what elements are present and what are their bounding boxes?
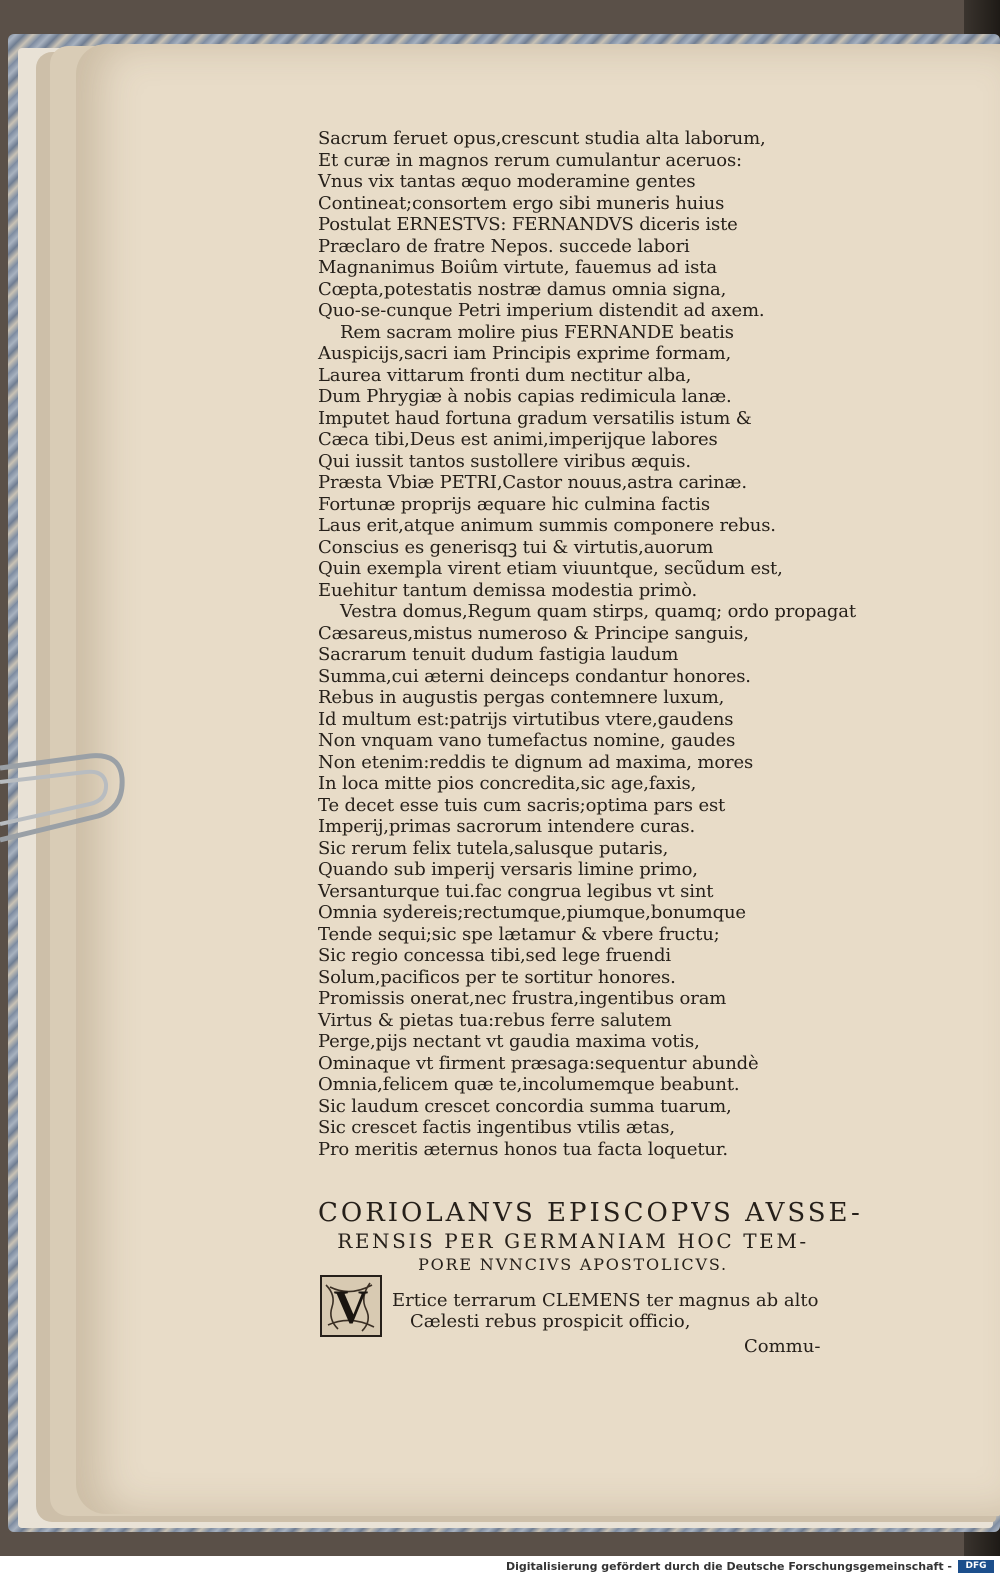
verse-line: Rebus in augustis pergas contemnere luxum,	[318, 687, 725, 708]
verse-line: Quo-se-cunque Petri imperium distendit ad axem.	[318, 300, 765, 321]
verse-line: Cæca tibi,Deus est animi,imperijque labores	[318, 429, 718, 450]
funding-note: Digitalisierung gefördert durch die Deutsche Forschungsgemeinschaft -	[505, 1560, 952, 1573]
verse-line: Conscius es generisqꝫ tui & virtutis,auorum	[318, 536, 714, 558]
section-heading	[318, 1198, 863, 1276]
svg-text:V: V	[333, 1281, 369, 1334]
heading-line-1: CORIOLANVS EPISCOPVS AVSSE-	[318, 1198, 863, 1228]
verse-line: Sic rerum felix tutela,salusque putaris,	[318, 837, 669, 859]
verse-line: Perge,pijs nectant vt gaudia maxima votis,	[318, 1031, 700, 1052]
decorated-initial-icon	[320, 1275, 382, 1337]
verse-line: Vnus vix tantas æquo moderamine gentes	[318, 171, 696, 192]
verse-line: Quando sub imperij versaris limine primo,	[318, 859, 698, 880]
verse-line: Laurea vittarum fronti dum nectitur alba,	[318, 364, 692, 386]
opening-line-1: Ertice terrarum CLEMENS ter magnus ab alto	[392, 1290, 819, 1311]
opening-line-2: Cælesti rebus prospicit officio,	[410, 1311, 691, 1332]
verse-line: In loca mitte pios concredita,sic age,faxis,	[318, 773, 697, 794]
verse-line: Auspicijs,sacri iam Principis exprime formam,	[318, 343, 732, 364]
poem-verses	[318, 128, 856, 1160]
verse-line: Postulat ERNESTVS: FERNANDVS diceris iste	[318, 214, 738, 235]
verse-line: Dum Phrygiæ à nobis capias redimicula lanæ.	[318, 386, 732, 407]
verse-line: Et curæ in magnos rerum cumulantur aceruos:	[318, 149, 742, 171]
verse-line: Præsta Vbiæ PETRI,Castor nouus,astra carinæ.	[318, 472, 747, 493]
verse-line: Præclaro de fratre Nepos. succede labori	[318, 235, 690, 257]
verse-line: Qui iussit tantos sustollere viribus æquis.	[318, 450, 691, 472]
catchword: Commu-	[744, 1336, 821, 1357]
verse-line: Sic regio concessa tibi,sed lege fruendi	[318, 945, 671, 966]
verse-line: Non vnquam vano tumefactus nomine, gaudes	[318, 730, 736, 751]
verse-line: Omnia sydereis;rectumque,piumque,bonumque	[318, 902, 746, 923]
verse-line: Tende sequi;sic spe lætamur & vbere fructu;	[318, 923, 720, 945]
verse-line: Laus erit,atque animum summis componere rebus.	[318, 515, 776, 536]
verse-line: Sic crescet factis ingentibus vtilis ætas,	[318, 1117, 675, 1138]
verse-line: Cæsareus,mistus numeroso & Principe sanguis,	[318, 622, 749, 644]
heading-line-2: RENSIS PER GERMANIAM HOC TEM-	[337, 1229, 809, 1253]
verse-line: Quin exempla virent etiam viuuntque, secũdum est,	[318, 558, 783, 579]
verse-line: Euehitur tantum demissa modestia primò.	[318, 579, 698, 601]
paper-clip-icon	[0, 748, 125, 848]
verse-line: Sacrarum tenuit dudum fastigia laudum	[318, 644, 679, 665]
verse-line: Contineat;consortem ergo sibi muneris huius	[318, 192, 725, 214]
verse-line: Fortunæ proprijs æquare hic culmina factis	[318, 493, 710, 515]
verse-line: Magnanimus Boiûm virtute, fauemus ad ista	[318, 257, 717, 278]
verse-line: Omnia,felicem quæ te,incolumemque beabunt.	[318, 1074, 740, 1095]
verse-line: Non etenim:reddis te dignum ad maxima, mores	[318, 751, 754, 773]
verse-line: Cœpta,potestatis nostræ damus omnia signa,	[318, 278, 727, 300]
verse-line: Pro meritis æternus honos tua facta loquetur.	[318, 1138, 728, 1160]
heading-line-3: PORE NVNCIVS APOSTOLICVS.	[418, 1255, 728, 1274]
verse-line: Ominaque vt firment præsaga:sequentur abundè	[318, 1052, 759, 1074]
verse-line: Imperij,primas sacrorum intendere curas.	[318, 816, 696, 837]
verse-line: Rem sacram molire pius FERNANDE beatis	[340, 321, 734, 343]
verse-line: Versanturque tui.fac congrua legibus vt sint	[318, 880, 714, 902]
verse-line: Imputet haud fortuna gradum versatilis istum &	[318, 407, 752, 429]
verse-line: Sic laudum crescet concordia summa tuarum,	[318, 1095, 732, 1117]
verse-line: Te decet esse tuis cum sacris;optima pars est	[318, 794, 726, 816]
verse-line: Virtus & pietas tua:rebus ferre salutem	[318, 1009, 672, 1031]
verse-line: Promissis onerat,nec frustra,ingentibus oram	[318, 988, 727, 1009]
verse-line: Vestra domus,Regum quam stirps, quamq; ordo propagat	[340, 601, 856, 622]
verse-line: Id multum est:patrijs virtutibus vtere,gaudens	[318, 708, 734, 730]
dfg-logo: DFG	[958, 1560, 994, 1573]
verse-line: Summa,cui æterni deinceps condantur honores.	[318, 665, 751, 687]
verse-line: Sacrum feruet opus,crescunt studia alta laborum,	[318, 128, 766, 149]
digitization-footer	[0, 1556, 1000, 1576]
verse-line: Solum,pacificos per te sortitur honores.	[318, 966, 676, 988]
